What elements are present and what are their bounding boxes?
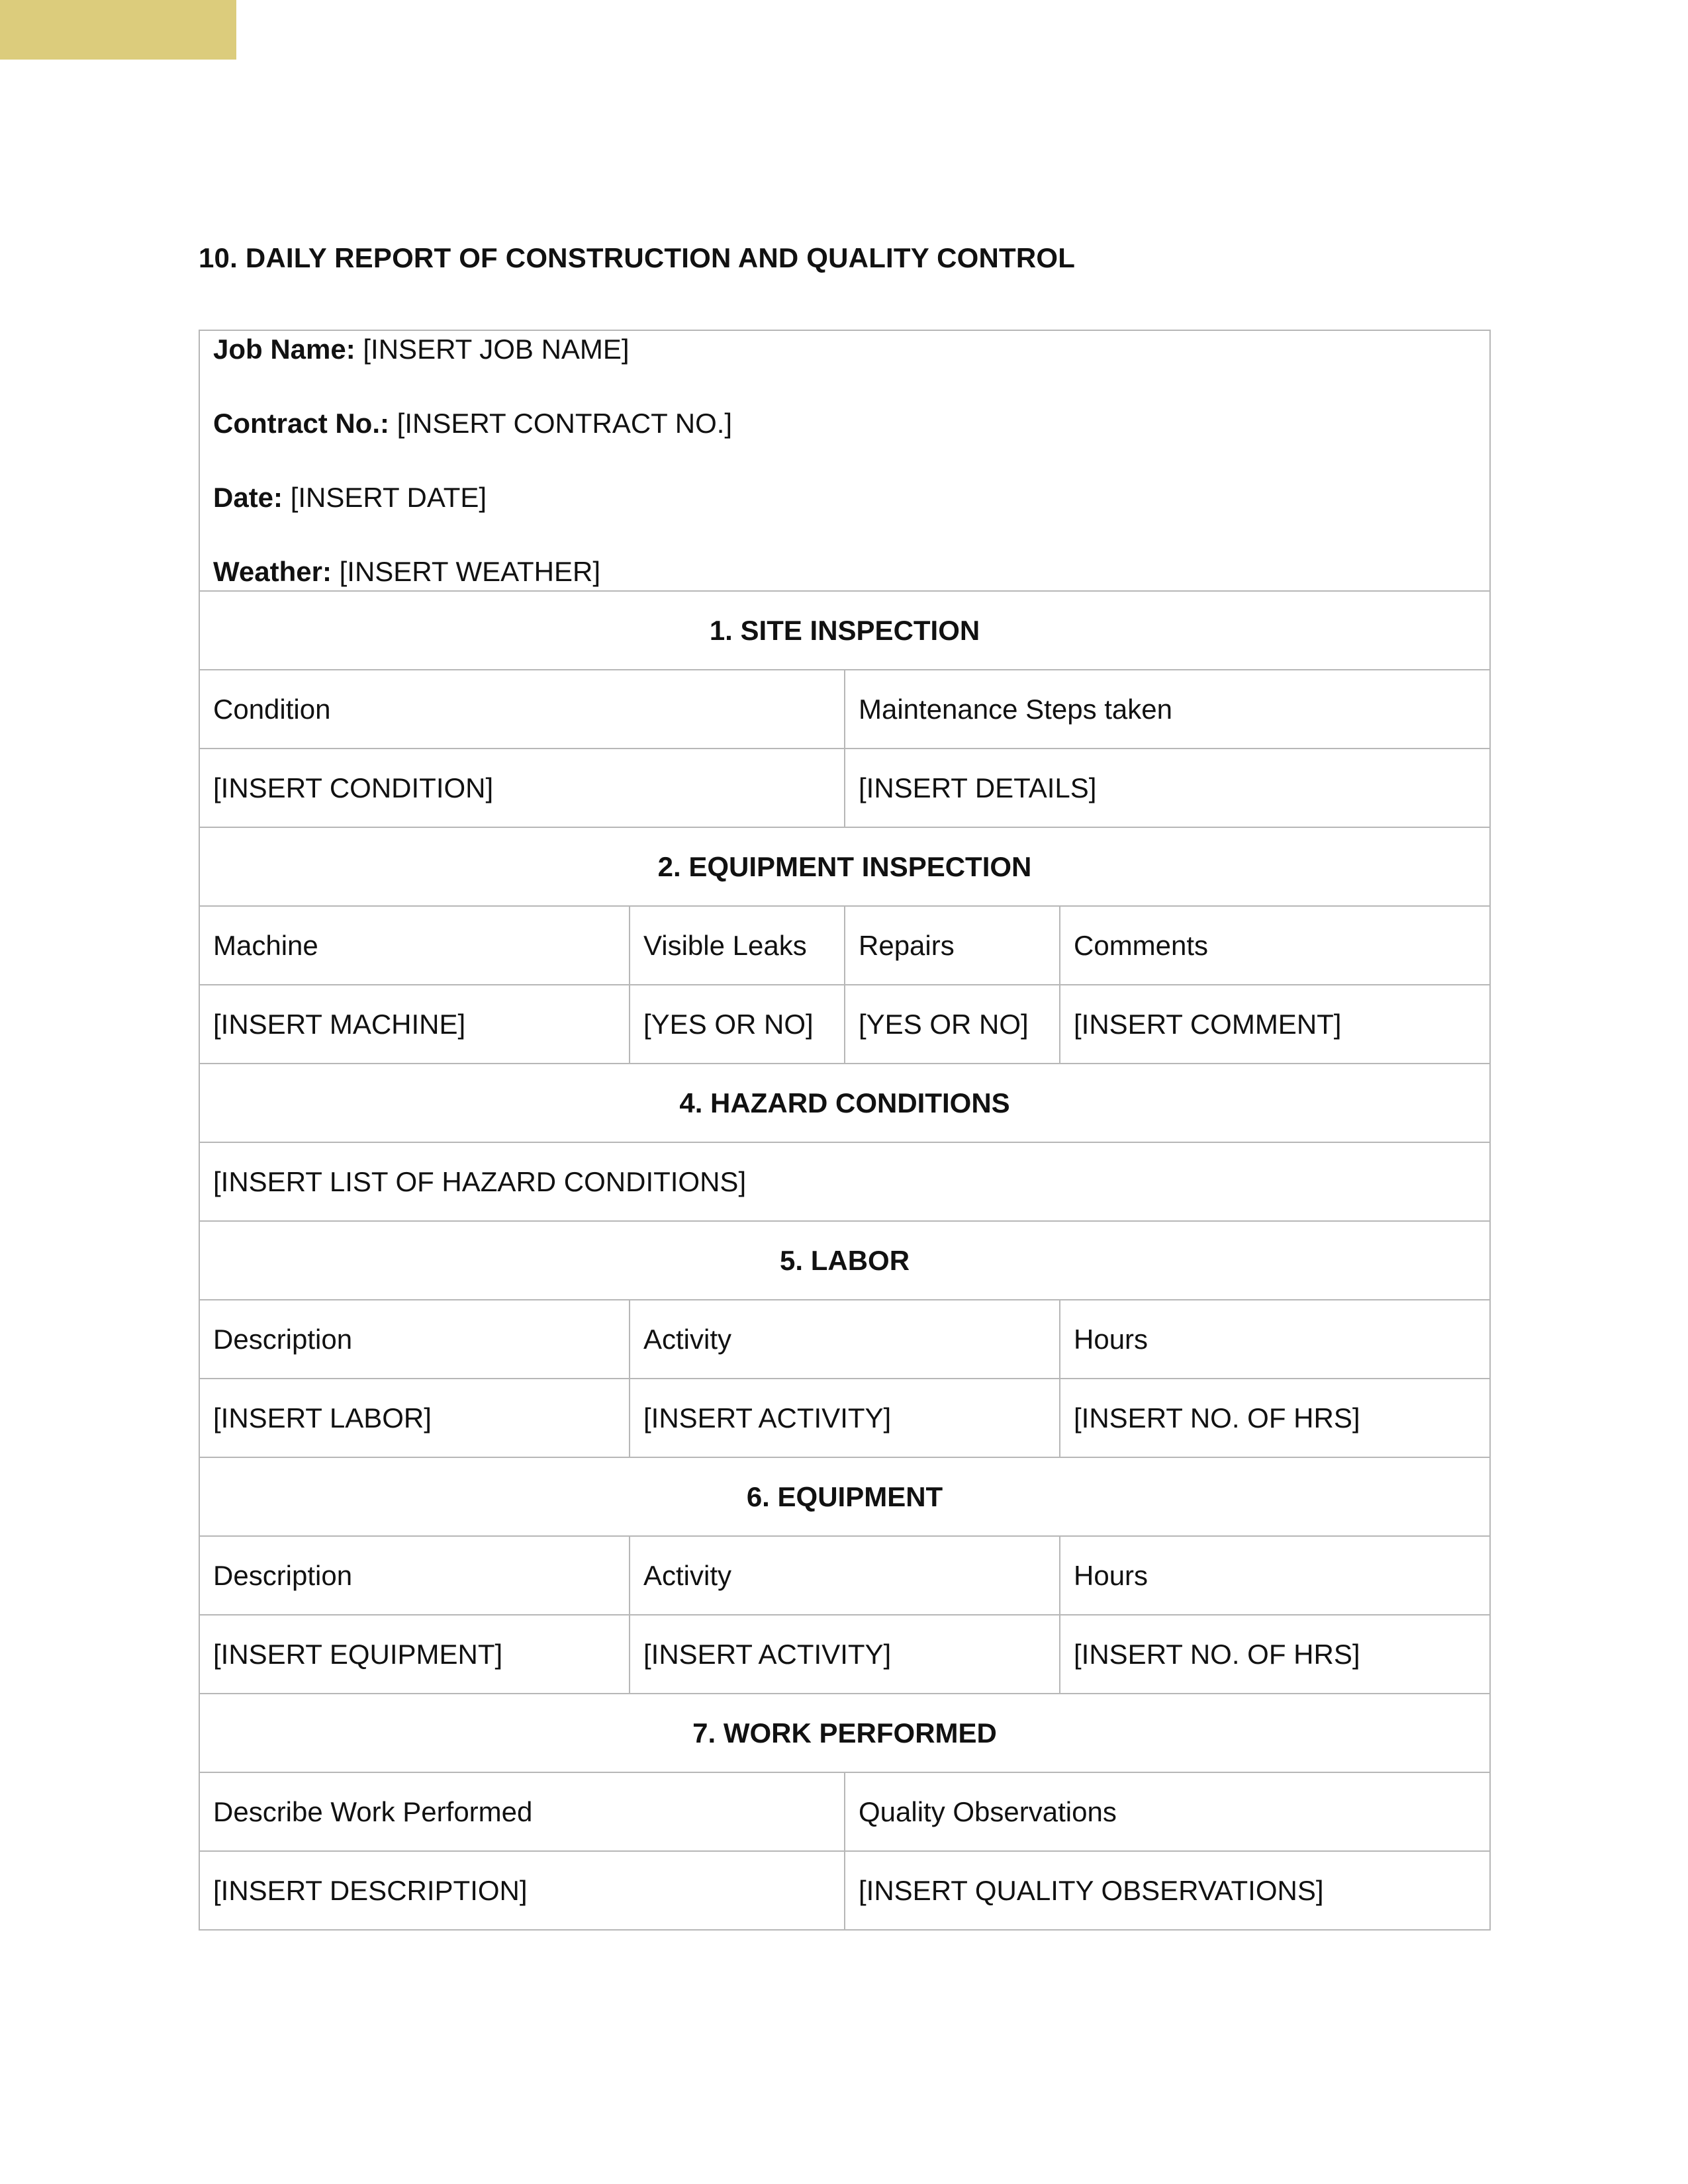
column-header: Description xyxy=(199,1536,630,1615)
labor-activity-cell[interactable]: [INSERT ACTIVITY] xyxy=(630,1379,1060,1457)
job-name-label: Job Name: xyxy=(213,334,355,365)
date-value[interactable]: [INSERT DATE] xyxy=(290,482,487,513)
column-header: Visible Leaks xyxy=(630,906,845,985)
hazard-conditions-title: 4. HAZARD CONDITIONS xyxy=(199,1064,1490,1142)
contract-no-value[interactable]: [INSERT CONTRACT NO.] xyxy=(397,408,733,439)
date-line xyxy=(213,479,1476,516)
site-inspection-header-row xyxy=(199,670,1490,749)
section-title-row xyxy=(199,591,1490,670)
equipment-title: 6. EQUIPMENT xyxy=(199,1457,1490,1536)
column-header: Description xyxy=(199,1300,630,1379)
weather-label: Weather: xyxy=(213,556,332,587)
corner-accent-tab xyxy=(0,0,236,60)
section-title-row xyxy=(199,1064,1490,1142)
column-header: Quality Observations xyxy=(845,1772,1490,1851)
header-info-cell xyxy=(199,330,1490,591)
column-header: Condition xyxy=(199,670,845,749)
equipment-activity-cell[interactable]: [INSERT ACTIVITY] xyxy=(630,1615,1060,1694)
machine-cell[interactable]: [INSERT MACHINE] xyxy=(199,985,630,1064)
column-header: Describe Work Performed xyxy=(199,1772,845,1851)
labor-title: 5. LABOR xyxy=(199,1221,1490,1300)
column-header: Hours xyxy=(1060,1300,1490,1379)
section-title-row xyxy=(199,827,1490,906)
maintenance-details-cell[interactable]: [INSERT DETAILS] xyxy=(845,749,1490,827)
section-title-row xyxy=(199,1457,1490,1536)
weather-line xyxy=(213,553,1476,590)
job-name-value[interactable]: [INSERT JOB NAME] xyxy=(363,334,630,365)
column-header: Comments xyxy=(1060,906,1490,985)
equipment-inspection-header-row xyxy=(199,906,1490,985)
date-label: Date: xyxy=(213,482,283,513)
labor-hours-cell[interactable]: [INSERT NO. OF HRS] xyxy=(1060,1379,1490,1457)
section-title-row xyxy=(199,1221,1490,1300)
header-info-row xyxy=(199,330,1490,591)
column-header: Activity xyxy=(630,1300,1060,1379)
quality-observations-cell[interactable]: [INSERT QUALITY OBSERVATIONS] xyxy=(845,1851,1490,1930)
equipment-inspection-data-row xyxy=(199,985,1490,1064)
column-header: Hours xyxy=(1060,1536,1490,1615)
site-inspection-data-row xyxy=(199,749,1490,827)
labor-header-row xyxy=(199,1300,1490,1379)
equipment-data-row xyxy=(199,1615,1490,1694)
contract-no-label: Contract No.: xyxy=(213,408,389,439)
work-description-cell[interactable]: [INSERT DESCRIPTION] xyxy=(199,1851,845,1930)
column-header: Repairs xyxy=(845,906,1060,985)
labor-description-cell[interactable]: [INSERT LABOR] xyxy=(199,1379,630,1457)
section-title-row xyxy=(199,1694,1490,1772)
weather-value[interactable]: [INSERT WEATHER] xyxy=(339,556,600,587)
job-name-line xyxy=(213,331,1476,368)
document-title: 10. DAILY REPORT OF CONSTRUCTION AND QUALITY CONTROL xyxy=(199,242,1076,273)
hazard-list-cell[interactable]: [INSERT LIST OF HAZARD CONDITIONS] xyxy=(199,1142,1490,1221)
work-performed-data-row xyxy=(199,1851,1490,1930)
hazard-conditions-data-row xyxy=(199,1142,1490,1221)
equipment-hours-cell[interactable]: [INSERT NO. OF HRS] xyxy=(1060,1615,1490,1694)
condition-cell[interactable]: [INSERT CONDITION] xyxy=(199,749,845,827)
repairs-cell[interactable]: [YES OR NO] xyxy=(845,985,1060,1064)
work-performed-title: 7. WORK PERFORMED xyxy=(199,1694,1490,1772)
visible-leaks-cell[interactable]: [YES OR NO] xyxy=(630,985,845,1064)
site-inspection-title: 1. SITE INSPECTION xyxy=(199,591,1490,670)
column-header: Maintenance Steps taken xyxy=(845,670,1490,749)
comments-cell[interactable]: [INSERT COMMENT] xyxy=(1060,985,1490,1064)
daily-report-table xyxy=(199,330,1491,1931)
contract-no-line xyxy=(213,405,1476,442)
column-header: Machine xyxy=(199,906,630,985)
labor-data-row xyxy=(199,1379,1490,1457)
equipment-description-cell[interactable]: [INSERT EQUIPMENT] xyxy=(199,1615,630,1694)
work-performed-header-row xyxy=(199,1772,1490,1851)
equipment-header-row xyxy=(199,1536,1490,1615)
column-header: Activity xyxy=(630,1536,1060,1615)
equipment-inspection-title: 2. EQUIPMENT INSPECTION xyxy=(199,827,1490,906)
